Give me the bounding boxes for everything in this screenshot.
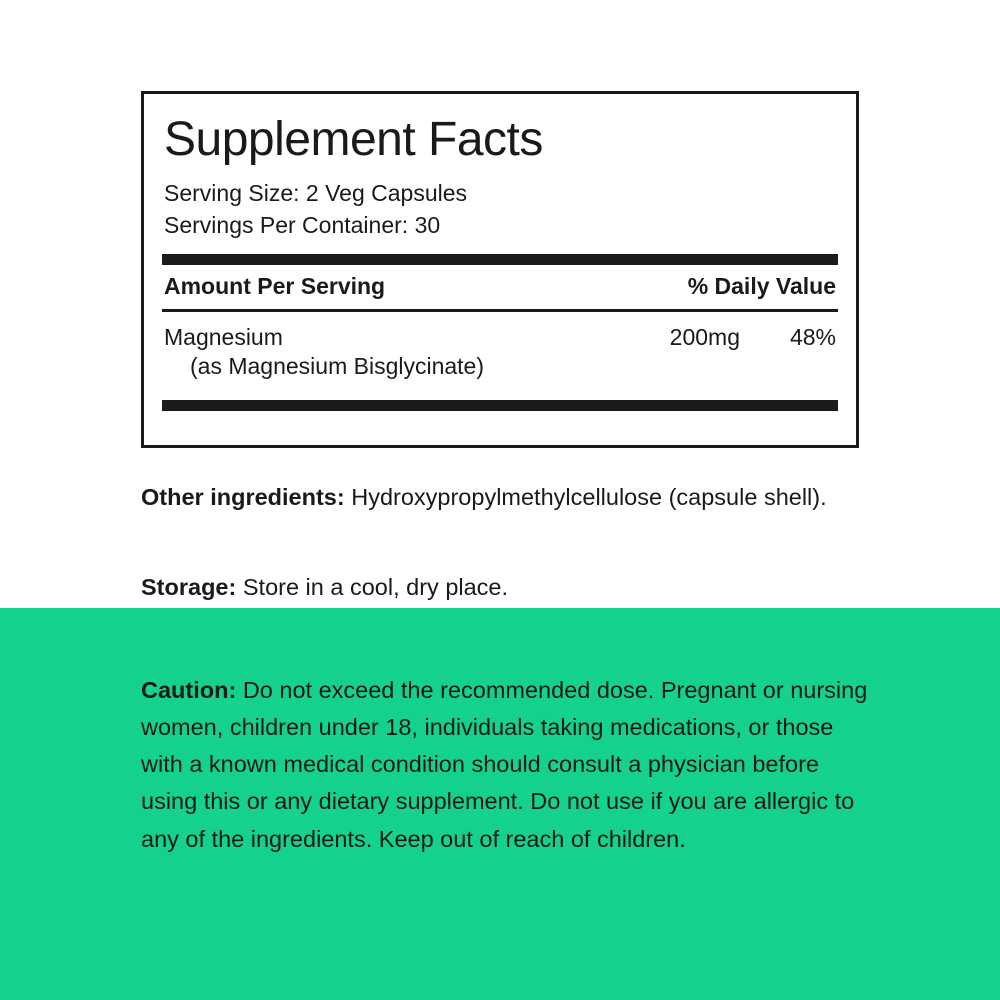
caution-text: Do not exceed the recommended dose. Pregnant or nursing women, children under 18, individuals taking medications, or those with a known medical condition should consult a physician before using this or any dietary supplement. Do not use if you are allergic to any of the ingredients. Keep out of reach of children.: [141, 677, 868, 852]
serving-size-text: Serving Size: 2 Veg Capsules: [164, 180, 468, 206]
divider-thick-top: [162, 254, 838, 265]
nutrient-source-note: (as Magnesium Bisglycinate): [190, 353, 485, 380]
divider-thick-bottom: [162, 400, 838, 411]
daily-value-header: % Daily Value: [687, 273, 836, 300]
supplement-facts-title: Supplement Facts: [164, 113, 543, 166]
supplement-facts-panel: [141, 91, 859, 448]
nutrient-name: Magnesium: [164, 324, 283, 351]
table-row: [162, 312, 838, 351]
nutrient-daily-value: 48%: [789, 324, 836, 351]
caution-label: Caution:: [141, 677, 237, 703]
nutrient-amount: 200mg: [669, 324, 740, 351]
other-ingredients-label: Other ingredients:: [141, 484, 345, 510]
other-ingredients-text: Hydroxypropylmethylcellulose (capsule shell).: [351, 484, 827, 510]
table-header-row: [162, 265, 838, 309]
caution-paragraph: [141, 672, 881, 858]
other-ingredients-paragraph: [141, 478, 871, 516]
servings-per-container-text: Servings Per Container: 30: [164, 211, 441, 238]
storage-paragraph: [141, 568, 871, 606]
storage-text: Store in a cool, dry place.: [242, 574, 509, 600]
storage-label: Storage:: [141, 574, 237, 600]
amount-per-serving-header: Amount Per Serving: [164, 273, 386, 300]
